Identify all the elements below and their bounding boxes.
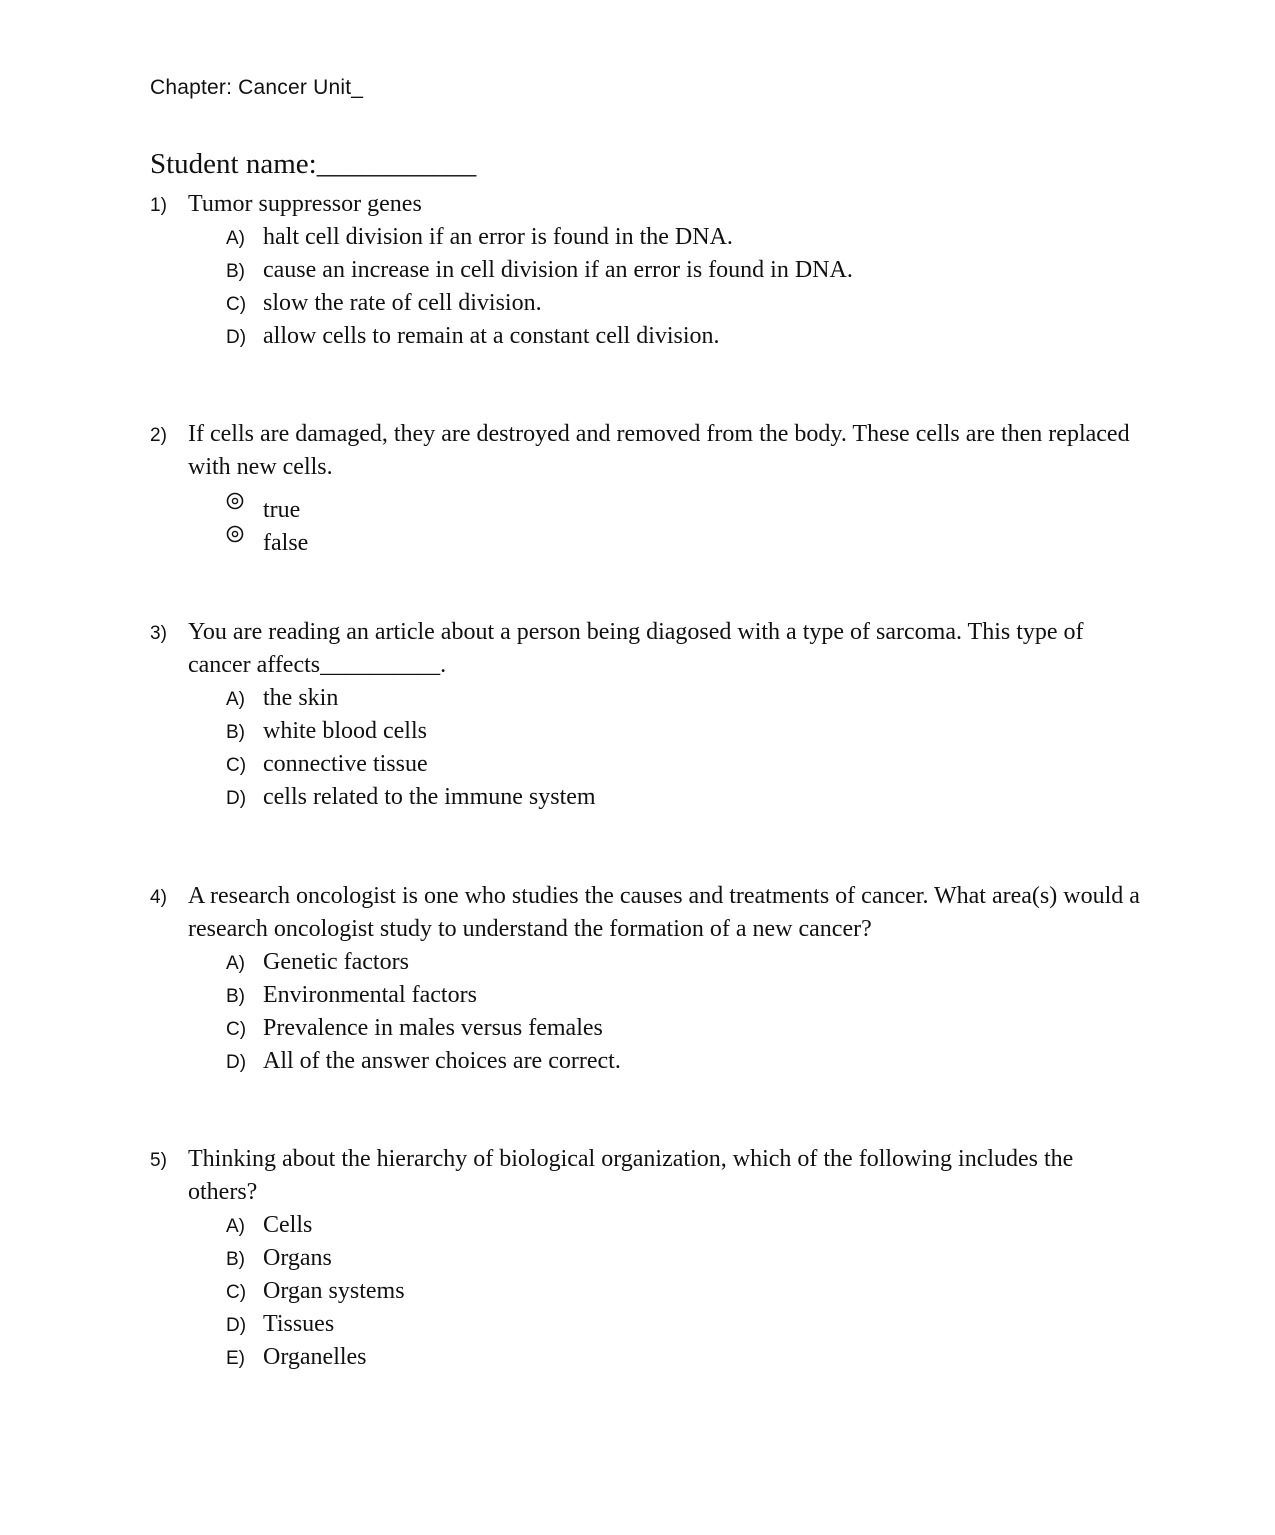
choice-list: [150, 1209, 1140, 1374]
choice-letter: C): [226, 755, 247, 776]
choice-text: Genetic factors: [263, 949, 409, 975]
choice-letter: C): [226, 1282, 247, 1303]
choice-letter: A): [226, 228, 245, 249]
choice-letter: B): [226, 722, 245, 743]
question-5: [150, 1143, 1140, 1374]
choice-text: Cells: [263, 1212, 313, 1238]
choice-list: [150, 682, 1140, 814]
choice-text: true: [263, 497, 301, 523]
choice-d[interactable]: [226, 1308, 1140, 1341]
choice-b[interactable]: [226, 715, 1140, 748]
choice-text: Environmental factors: [263, 982, 477, 1008]
choice-letter: D): [226, 1315, 247, 1336]
choice-text: halt cell division if an error is found in the DNA.: [263, 224, 733, 250]
choice-b[interactable]: [226, 254, 1140, 287]
choice-b[interactable]: [226, 1242, 1140, 1275]
choice-a[interactable]: [226, 1209, 1140, 1242]
choice-list: [150, 221, 1140, 353]
question-text: Tumor suppressor genes: [188, 191, 422, 217]
choice-d[interactable]: [226, 1045, 1140, 1078]
question-text: If cells are damaged, they are destroyed and removed from the body. These cells are then replaced with new cells.: [188, 421, 1130, 480]
question-2: [150, 418, 1140, 556]
choice-letter: E): [226, 1348, 245, 1369]
choice-text: white blood cells: [263, 718, 427, 744]
question-number: 1): [150, 195, 167, 216]
choice-text: Organelles: [263, 1344, 367, 1370]
choice-true[interactable]: [226, 484, 1140, 523]
choice-list: [150, 484, 1140, 556]
student-name-label: Student name:___________: [150, 148, 477, 180]
choice-d[interactable]: [226, 320, 1140, 353]
choice-letter: A): [226, 689, 245, 710]
chapter-title: Chapter: Cancer Unit_: [150, 76, 364, 99]
choice-false[interactable]: [226, 517, 1140, 556]
choice-letter: C): [226, 294, 247, 315]
choice-text: the skin: [263, 685, 339, 711]
question-number: 5): [150, 1150, 167, 1171]
question-number: 4): [150, 887, 167, 908]
choice-text: Prevalence in males versus females: [263, 1015, 603, 1041]
choice-text: cells related to the immune system: [263, 784, 596, 810]
choice-text: slow the rate of cell division.: [263, 290, 542, 316]
choice-c[interactable]: [226, 1275, 1140, 1308]
choice-letter: C): [226, 1019, 247, 1040]
choice-d[interactable]: [226, 781, 1140, 814]
question-1: [150, 188, 1140, 353]
choice-e[interactable]: [226, 1341, 1140, 1374]
question-3: [150, 616, 1140, 814]
choice-a[interactable]: [226, 946, 1140, 979]
choice-text: false: [263, 530, 309, 556]
question-text: A research oncologist is one who studies the causes and treatments of cancer. What area(s) would a research oncologist study to understand the formation of a new cancer?: [188, 883, 1140, 942]
question-number: 3): [150, 623, 167, 644]
choice-a[interactable]: [226, 682, 1140, 715]
choice-a[interactable]: [226, 221, 1140, 254]
choice-letter: A): [226, 1216, 245, 1237]
choice-text: connective tissue: [263, 751, 428, 777]
choice-text: All of the answer choices are correct.: [263, 1048, 621, 1074]
radio-icon[interactable]: [226, 484, 263, 517]
choice-text: Organ systems: [263, 1278, 405, 1304]
choice-text: allow cells to remain at a constant cell division.: [263, 323, 720, 349]
choice-letter: B): [226, 1249, 245, 1270]
choice-letter: B): [226, 986, 245, 1007]
choice-letter: A): [226, 953, 245, 974]
choice-c[interactable]: [226, 748, 1140, 781]
choice-c[interactable]: [226, 287, 1140, 320]
question-number: 2): [150, 425, 167, 446]
choice-c[interactable]: [226, 1012, 1140, 1045]
radio-icon[interactable]: [226, 517, 263, 550]
question-4: [150, 880, 1140, 1078]
choice-list: [150, 946, 1140, 1078]
question-text: You are reading an article about a person being diagosed with a type of sarcoma. This type of cancer affects__________.: [188, 619, 1084, 678]
choice-text: Organs: [263, 1245, 332, 1271]
choice-text: Tissues: [263, 1311, 335, 1337]
choice-letter: D): [226, 327, 247, 348]
choice-b[interactable]: [226, 979, 1140, 1012]
question-text: Thinking about the hierarchy of biological organization, which of the following includes the others?: [188, 1146, 1074, 1205]
choice-letter: D): [226, 1052, 247, 1073]
choice-letter: D): [226, 788, 247, 809]
choice-text: cause an increase in cell division if an error is found in DNA.: [263, 257, 853, 283]
choice-letter: B): [226, 261, 245, 282]
